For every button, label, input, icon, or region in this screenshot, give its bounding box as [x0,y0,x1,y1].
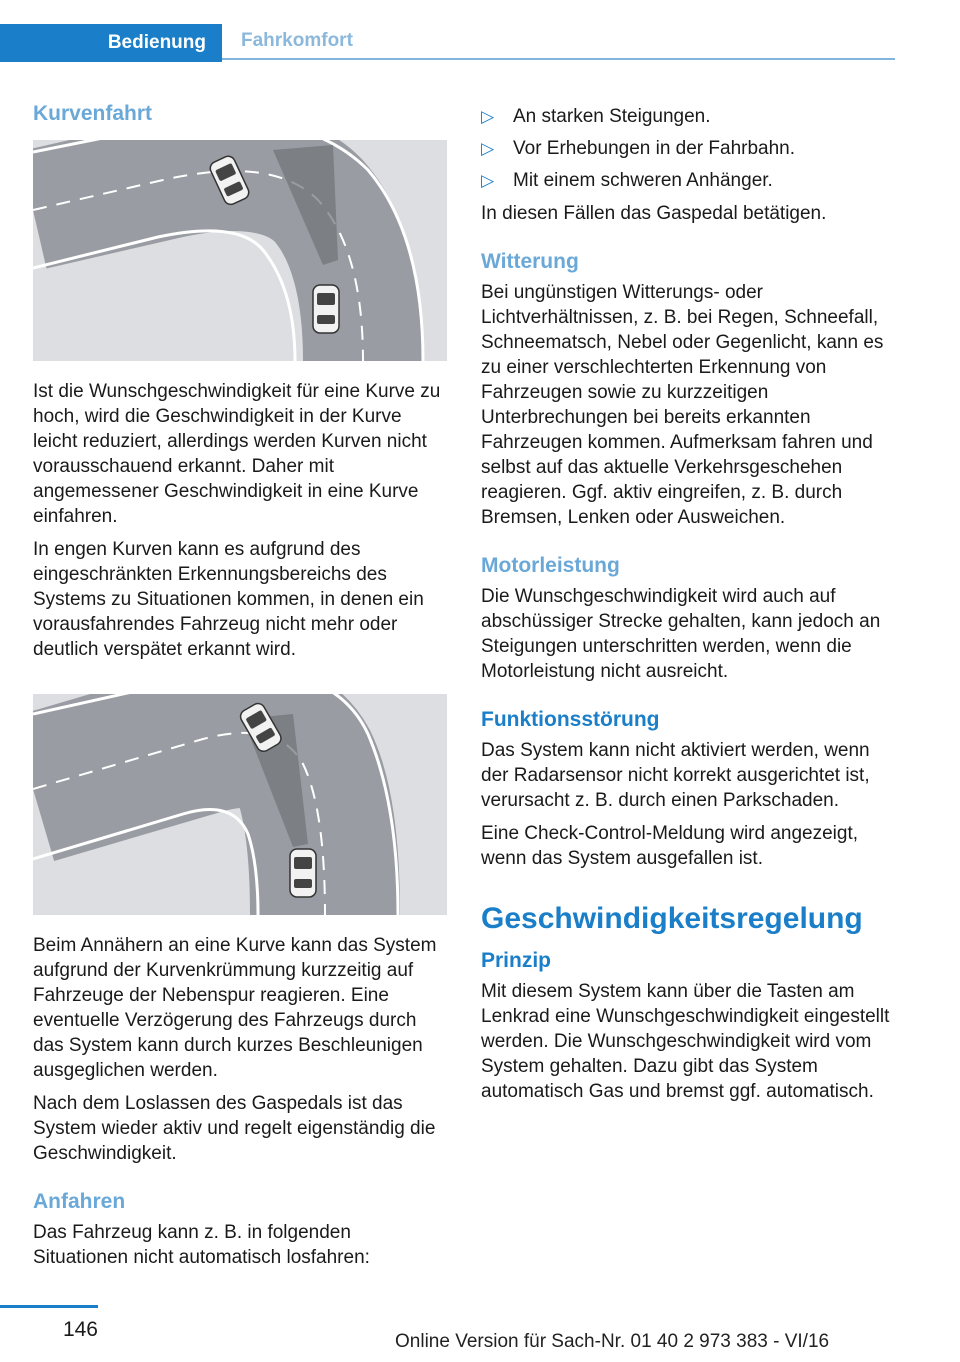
curve-illustration-2 [33,694,447,915]
heading-anfahren: Anfahren [33,1190,126,1213]
triangle-bullet-icon: ▷ [481,171,495,190]
list-item: ▷ Mit einem schweren Anhänger. [481,170,773,191]
car-icon [313,285,339,333]
heading-geschwindigkeitsregelung: Geschwindigkeitsregelung [481,902,863,935]
left-column [33,100,451,1278]
paragraph-prinzip: Mit diesem System kann über die Tasten am Lenkrad eine Wunschgeschwindigkeit eingestellt werden. Die Wunschgeschwindigkeit wird vom System gehalten. Dazu gibt das System automatisch Gas und bremst ggf. automatisch. [481,981,890,1102]
header-tabs [0,24,895,62]
paragraph-kurve-3: Beim Annähern an eine Kurve kann das System aufgrund der Kurvenkrümmung kurzzeitig auf Fahrzeuge der Nebenspur reagieren. Eine eventuelle Verzögerung des Fahrzeugs durch das System kann durch kurzes Beschleunigen ausgeglichen werden. [33,935,437,1081]
tab-fahrkomfort[interactable]: Fahrkomfort [222,24,895,60]
heading-kurvenfahrt: Kurvenfahrt [33,102,153,125]
list-item: ▷ Vor Erhebungen in der Fahrbahn. [481,138,796,159]
triangle-bullet-icon: ▷ [481,107,495,126]
curve-illustration-1 [33,140,447,361]
paragraph-kurve-4: Nach dem Loslassen des Gaspedals ist das System wieder aktiv und regelt eigenständig die Geschwindigkeit. [33,1093,436,1164]
tab-bedienung[interactable]: Bedienung [0,24,222,62]
paragraph-funktion-2: Eine Check-Control-Meldung wird angezeigt, wenn das System ausgefallen ist. [481,823,859,869]
paragraph-funktion-1: Das System kann nicht aktiviert werden, wenn der Radarsensor nicht korrekt ausgerichtet ist, verursacht z. B. durch einen Parkschaden. [481,740,870,811]
situations-list [481,104,895,193]
heading-prinzip: Prinzip [481,949,552,972]
right-column [481,100,895,1112]
paragraph-kurve-2: In engen Kurven kann es aufgrund des eingeschränkten Erkennungsbereichs des Systems zu Situationen kommen, in denen ein vorausfahrendes Fahrzeug nicht mehr oder deutlich verspätet erkannt wird. [33,539,424,660]
paragraph-kurve-1: Ist die Wunschgeschwindigkeit für eine Kurve zu hoch, wird die Geschwindigkeit in der Kurve leicht reduziert, allerdings werden Kurven nicht vorausschauend erkannt. Daher mit angemessener Geschwindigkeit in eine Kurve einfahren. [33,381,441,527]
list-item: ▷ An starken Steigungen. [481,106,711,127]
paragraph-witterung: Bei ungünstigen Witterungs- oder Lichtverhältnissen, z. B. bei Regen, Schneefall, Schneematsch, Nebel oder Gegenlicht, kann es zu einer verschlechterten Erkennung von Fahrzeugen sowie zu kurzzeitigen Unterbrechungen bei bereits erkannten Fahrzeugen kommen. Aufmerksam fahren und selbst auf das aktuelle Verkehrsgeschehen reagieren. Ggf. aktiv eingreifen, z. B. durch Bremsen, Lenken oder Ausweichen. [481,282,884,528]
heading-witterung: Witterung [481,250,579,273]
paragraph-motorleistung: Die Wunschgeschwindigkeit wird auch auf abschüssiger Strecke gehalten, kann jedoch an Steigungen unterschritten werden, wenn die Motorleistung nicht ausreicht. [481,586,881,682]
paragraph-gaspedal: In diesen Fällen das Gaspedal betätigen. [481,203,827,224]
online-version-note: Online Version für Sach-Nr. 01 40 2 973 383 - VI/16 [395,1331,830,1352]
heading-motorleistung: Motorleistung [481,554,620,577]
footer-accent-bar [0,1305,98,1308]
paragraph-anfahren: Das Fahrzeug kann z. B. in folgenden Situationen nicht automatisch losfahren: [33,1222,370,1268]
heading-funktionsstoerung: Funktionsstörung [481,708,660,731]
triangle-bullet-icon: ▷ [481,139,495,158]
car-icon [290,849,316,897]
page-number: 146 [62,1318,98,1341]
